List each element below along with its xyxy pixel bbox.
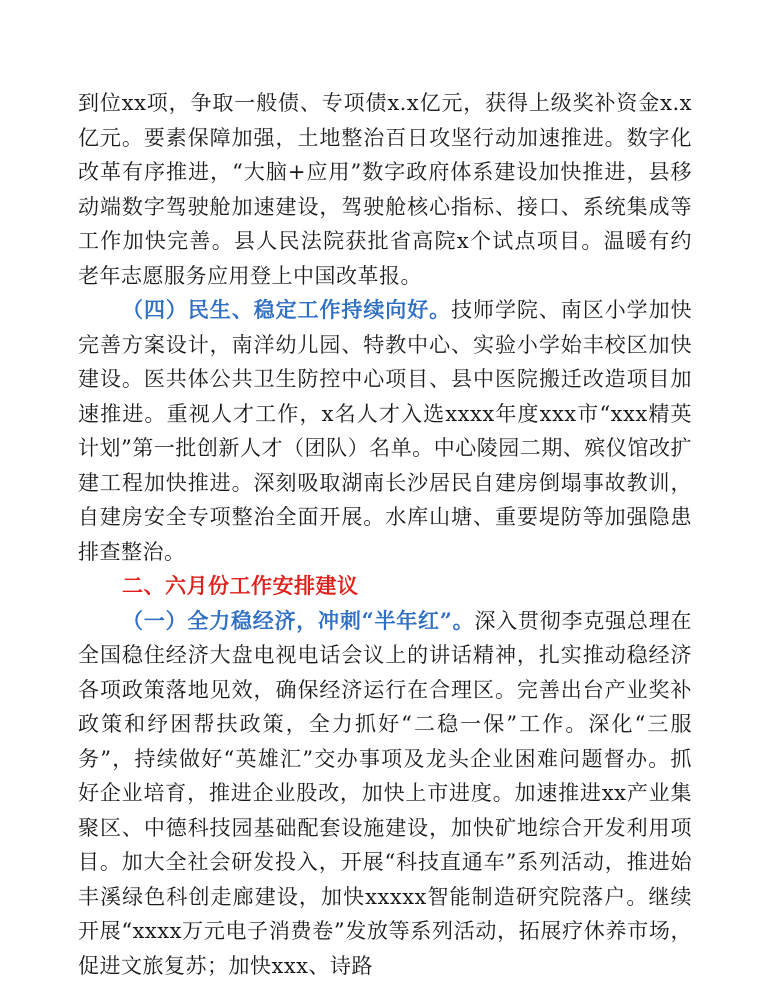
document-page — [78, 86, 692, 983]
paragraph-continuation: 到位xx项，争取一般债、专项债x.x亿元，获得上级奖补资金x.x亿元。要素保障加强，土地整治百日攻坚行动加速推进。数字化改革有序推进，“大脑+应用”数字政府体系建设加快推进，县移动端数字驾驶舱加速建设，驾驶舱核心指标、接口、系统集成等工作加快完善。县人民法院获批省高院x个试点项目。温暖有约老年志愿服务应用登上中国改革报。 — [78, 91, 692, 288]
section-4-body: 技师学院、南区小学加快完善方案设计，南洋幼儿园、特教中心、实验小学始丰校区加快建设。医共体公共卫生防控中心项目、县中医院搬迁改造项目加速推进。重视人才工作，x名人才入选xxxx年度xxx市“xxx精英计划”第一批创新人才（团队）名单。中心陵园二期、殡仪馆改扩建工程加快推进。深刻吸取湖南长沙居民自建房倒塌事故教训，自建房安全专项整治全面开展。水库山塘、重要堤防等加强隐患排查整治。 — [78, 298, 693, 564]
paragraph-section-4 — [78, 293, 692, 569]
chapter-2-heading: 二、六月份工作安排建议 — [122, 573, 359, 598]
section-4-heading: （四）民生、稳定工作持续向好。 — [122, 297, 452, 322]
section-1-body: 深入贯彻李克强总理在全国稳住经济大盘电视电话会议上的讲话精神，扎实推动稳经济各项政策落地见效，确保经济运行在合理区。完善出台产业奖补政策和纾困帮扶政策，全力抓好“二稳一保”工作。深化“三服务”，持续做好“英雄汇”交办事项及龙头企业困难问题督办。抓好企业培育，推进企业股改，加快上市进度。加速推进xx产业集聚区、中德科技园基础配套设施建设，加快矿地综合开发利用项目。加大全社会研发投入，开展“科技直通车”系列活动，推进始丰溪绿色科创走廊建设，加快xxxxx智能制造研究院落户。继续开展“xxxx万元电子消费卷”发放等系列活动，拓展疗休养市场，促进文旅复苏；加快xxx、诗路 — [78, 608, 692, 978]
section-1-heading: （一）全力稳经济，冲刺“半年红”。 — [122, 607, 475, 633]
paragraph-section-1 — [78, 604, 692, 984]
